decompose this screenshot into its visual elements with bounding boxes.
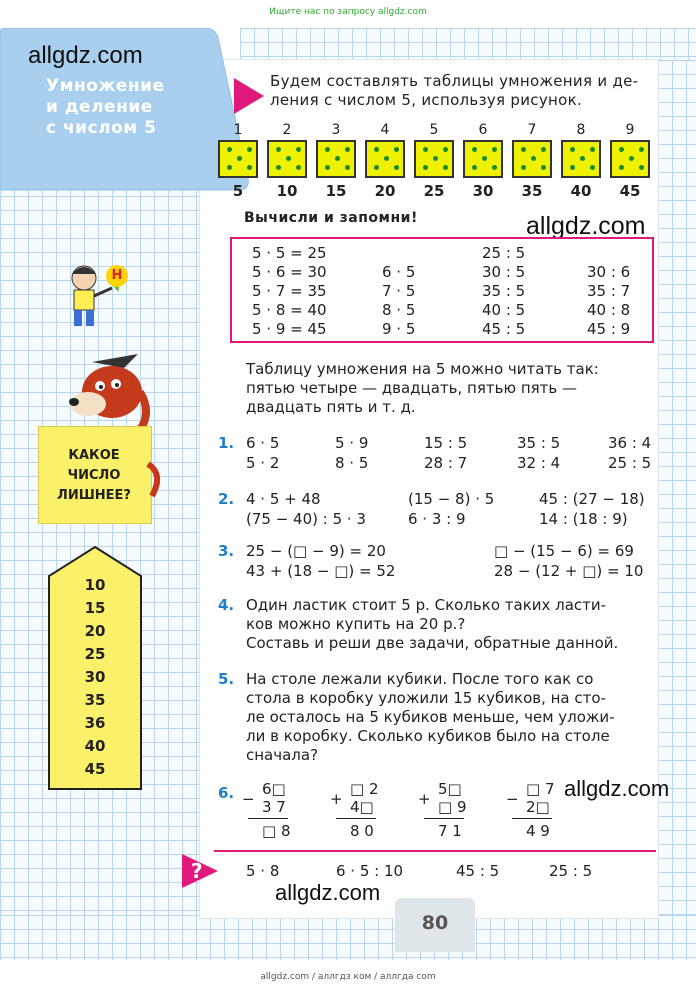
column-operand-b: □ 9 xyxy=(438,798,467,816)
task-1-exprs: 6 · 5 5 · 9 15 : 5 35 : 5 36 : 4 5 · 2 8 · 5 28 : 7 32 : 4 25 : 5 xyxy=(246,434,652,472)
die-dot xyxy=(296,147,301,152)
die-icon xyxy=(267,140,307,178)
die-bottom-number: 40 xyxy=(570,182,592,200)
die-dot xyxy=(227,147,232,152)
memo-cell: 5 · 8 = 40 xyxy=(252,301,327,319)
column-operator: + xyxy=(330,790,343,808)
die-dot xyxy=(325,165,330,170)
memo-cell: 5 · 6 = 30 xyxy=(252,263,327,281)
die-dot xyxy=(570,147,575,152)
die-icon xyxy=(561,140,601,178)
die-top-number: 3 xyxy=(331,122,341,138)
task-6-columns xyxy=(242,780,572,846)
column-line xyxy=(512,818,552,819)
column-result: 8 0 xyxy=(350,822,374,840)
column-operand-b: 3 7 xyxy=(262,798,286,816)
task-5-text: На столе лежали кубики. После того как со стола в коробку уложили 15 кубиков, на сто- ле осталось на 5 кубиков меньше, чем уложи- ли в коробку. Сколько кубиков было на столе сначала? xyxy=(246,670,615,764)
die-dot xyxy=(521,165,526,170)
die-dot xyxy=(345,147,350,152)
column-result: □ 8 xyxy=(262,822,291,840)
die-top-number: 6 xyxy=(478,122,488,138)
die-icon xyxy=(218,140,258,178)
memo-cell: 45 : 9 xyxy=(587,320,631,338)
die-bottom-number: 35 xyxy=(521,182,543,200)
die-dot xyxy=(384,156,389,161)
task-1-number: 1. xyxy=(218,434,235,452)
die-top-number: 2 xyxy=(282,122,292,138)
die-top-number: 9 xyxy=(625,122,635,138)
die-dot xyxy=(296,165,301,170)
column-operand-b: 2□ xyxy=(526,798,550,816)
column-result: 4 9 xyxy=(526,822,550,840)
arrow-list-number: 25 xyxy=(84,645,106,663)
die-dot xyxy=(443,147,448,152)
die-bottom-number: 25 xyxy=(423,182,445,200)
die-dot xyxy=(237,156,242,161)
die-dot xyxy=(629,156,634,161)
die-dot xyxy=(433,156,438,161)
die-icon xyxy=(414,140,454,178)
task-2-exprs: 4 · 5 + 48 (15 − 8) · 5 45 : (27 − 18) (75 − 40) : 5 · 3 6 · 3 : 9 14 : (18 : 9) xyxy=(246,490,645,528)
die-top-number: 7 xyxy=(527,122,537,138)
page-number: 80 xyxy=(421,912,449,934)
die-dot xyxy=(639,147,644,152)
die-top-number: 8 xyxy=(576,122,586,138)
die-dot xyxy=(492,165,497,170)
task-5-number: 5. xyxy=(218,670,235,688)
arrow-list-number: 30 xyxy=(84,668,106,686)
task-3-number: 3. xyxy=(218,542,235,560)
column-line xyxy=(424,818,464,819)
die-bottom-number: 5 xyxy=(232,182,244,200)
column-operator: − xyxy=(506,790,519,808)
memo-cell: 45 : 5 xyxy=(482,320,526,338)
column-operand-a: □ 7 xyxy=(526,780,555,798)
task-3-exprs: 25 − (□ − 9) = 20 □ − (15 − 6) = 69 43 + (18 − □) = 52 28 − (12 + □) = 10 xyxy=(246,542,644,580)
intro-text: Будем составлять таблицы умножения и де- ления с числом 5, используя рисунок. xyxy=(270,72,639,109)
die-dot xyxy=(541,165,546,170)
die-dot xyxy=(521,147,526,152)
die-dot xyxy=(374,165,379,170)
die-bottom-number: 45 xyxy=(619,182,641,200)
column-result: 7 1 xyxy=(438,822,462,840)
memo-cell: 25 : 5 xyxy=(482,244,526,262)
die-dot xyxy=(345,165,350,170)
die-icon xyxy=(512,140,552,178)
memorize-title: Вычисли и запомни! xyxy=(244,210,418,226)
arrow-list-number: 20 xyxy=(84,622,106,640)
memo-cell: 5 · 5 = 25 xyxy=(252,244,327,262)
die-dot xyxy=(590,147,595,152)
watermark-3: allgdz.com xyxy=(564,776,670,801)
reading-note: Таблицу умножения на 5 можно читать так: пятью четыре — двадцать, пятью пять — двадцать пять и т. д. xyxy=(246,360,599,416)
die-top-number: 4 xyxy=(380,122,390,138)
die-dot xyxy=(394,165,399,170)
die-dot xyxy=(325,147,330,152)
column-operand-a: 5□ xyxy=(438,780,462,798)
memo-cell: 9 · 5 xyxy=(382,320,416,338)
fox-character-icon xyxy=(52,352,162,432)
watermark-4: allgdz.com xyxy=(275,880,381,905)
die-dot xyxy=(619,165,624,170)
question-row-items: 5 · 8 6 · 5 : 10 45 : 5 25 : 5 xyxy=(246,862,593,880)
die-dot xyxy=(247,165,252,170)
die-dot xyxy=(276,147,281,152)
die-dot xyxy=(482,156,487,161)
dice-row xyxy=(218,122,658,202)
pointer-triangle-icon xyxy=(230,76,266,116)
die-top-number: 1 xyxy=(233,122,243,138)
column-operand-b: 4□ xyxy=(350,798,374,816)
memo-cell: 40 : 5 xyxy=(482,301,526,319)
die-dot xyxy=(472,165,477,170)
arrow-list-number: 35 xyxy=(84,691,106,709)
memo-cell: 40 : 8 xyxy=(587,301,631,319)
die-dot xyxy=(374,147,379,152)
die-dot xyxy=(276,165,281,170)
column-operand-a: □ 2 xyxy=(350,780,379,798)
task-4-number: 4. xyxy=(218,596,235,614)
column-line xyxy=(336,818,376,819)
column-operand-a: 6□ xyxy=(262,780,286,798)
topic-title: Умножение и деление с числом 5 xyxy=(46,76,165,138)
footer-links: allgdz.com / аллгдз ком / аллгда com xyxy=(260,972,436,982)
die-bottom-number: 30 xyxy=(472,182,494,200)
die-dot xyxy=(443,165,448,170)
memo-cell: 35 : 5 xyxy=(482,282,526,300)
die-dot xyxy=(423,147,428,152)
die-dot xyxy=(247,147,252,152)
die-dot xyxy=(590,165,595,170)
column-line xyxy=(248,818,288,819)
die-dot xyxy=(570,165,575,170)
boy-character-icon xyxy=(62,262,142,332)
memo-cell: 35 : 7 xyxy=(587,282,631,300)
memo-cell: 7 · 5 xyxy=(382,282,416,300)
die-dot xyxy=(394,147,399,152)
svg-text:?: ? xyxy=(191,859,203,883)
question-row-line xyxy=(214,850,656,852)
grid-paper-bottom xyxy=(0,915,696,960)
arrow-list-number: 36 xyxy=(84,714,106,732)
die-dot xyxy=(639,165,644,170)
die-dot xyxy=(492,147,497,152)
die-dot xyxy=(227,165,232,170)
arrow-list-number: 15 xyxy=(84,599,106,617)
memo-cell: 30 : 6 xyxy=(587,263,631,281)
riddle-text: КАКОЕ ЧИСЛО ЛИШНЕЕ? xyxy=(57,448,131,503)
memo-cell: 5 · 7 = 35 xyxy=(252,282,327,300)
die-dot xyxy=(286,156,291,161)
memo-cell: 5 · 9 = 45 xyxy=(252,320,327,338)
task-2-number: 2. xyxy=(218,490,235,508)
memo-cell: 6 · 5 xyxy=(382,263,416,281)
die-dot xyxy=(580,156,585,161)
watermark-2: allgdz.com xyxy=(526,212,646,240)
die-bottom-number: 15 xyxy=(325,182,347,200)
question-arrow-icon xyxy=(180,852,220,890)
arrow-list-number: 10 xyxy=(84,576,106,594)
header-note: Ищите нас по запросу allgdz.com xyxy=(269,7,427,17)
column-operator: + xyxy=(418,790,431,808)
task-6-number: 6. xyxy=(218,784,235,802)
die-dot xyxy=(472,147,477,152)
arrow-list-number: 40 xyxy=(84,737,106,755)
die-bottom-number: 20 xyxy=(374,182,396,200)
memo-cell: 8 · 5 xyxy=(382,301,416,319)
arrow-number-list xyxy=(46,576,144,783)
die-icon xyxy=(365,140,405,178)
die-dot xyxy=(531,156,536,161)
die-bottom-number: 10 xyxy=(276,182,298,200)
die-top-number: 5 xyxy=(429,122,439,138)
die-icon xyxy=(610,140,650,178)
memo-cell: 30 : 5 xyxy=(482,263,526,281)
die-dot xyxy=(335,156,340,161)
die-dot xyxy=(541,147,546,152)
arrow-list-number: 45 xyxy=(84,760,106,778)
die-icon xyxy=(316,140,356,178)
watermark-1: allgdz.com xyxy=(28,42,143,69)
die-dot xyxy=(423,165,428,170)
column-operator: − xyxy=(242,790,255,808)
die-dot xyxy=(619,147,624,152)
letter-badge: Н xyxy=(106,265,128,287)
task-4-text: Один ластик стоит 5 р. Сколько таких ласти- ков можно купить на 20 р.? Составь и реши две задачи, обратные данной. xyxy=(246,596,619,652)
die-icon xyxy=(463,140,503,178)
